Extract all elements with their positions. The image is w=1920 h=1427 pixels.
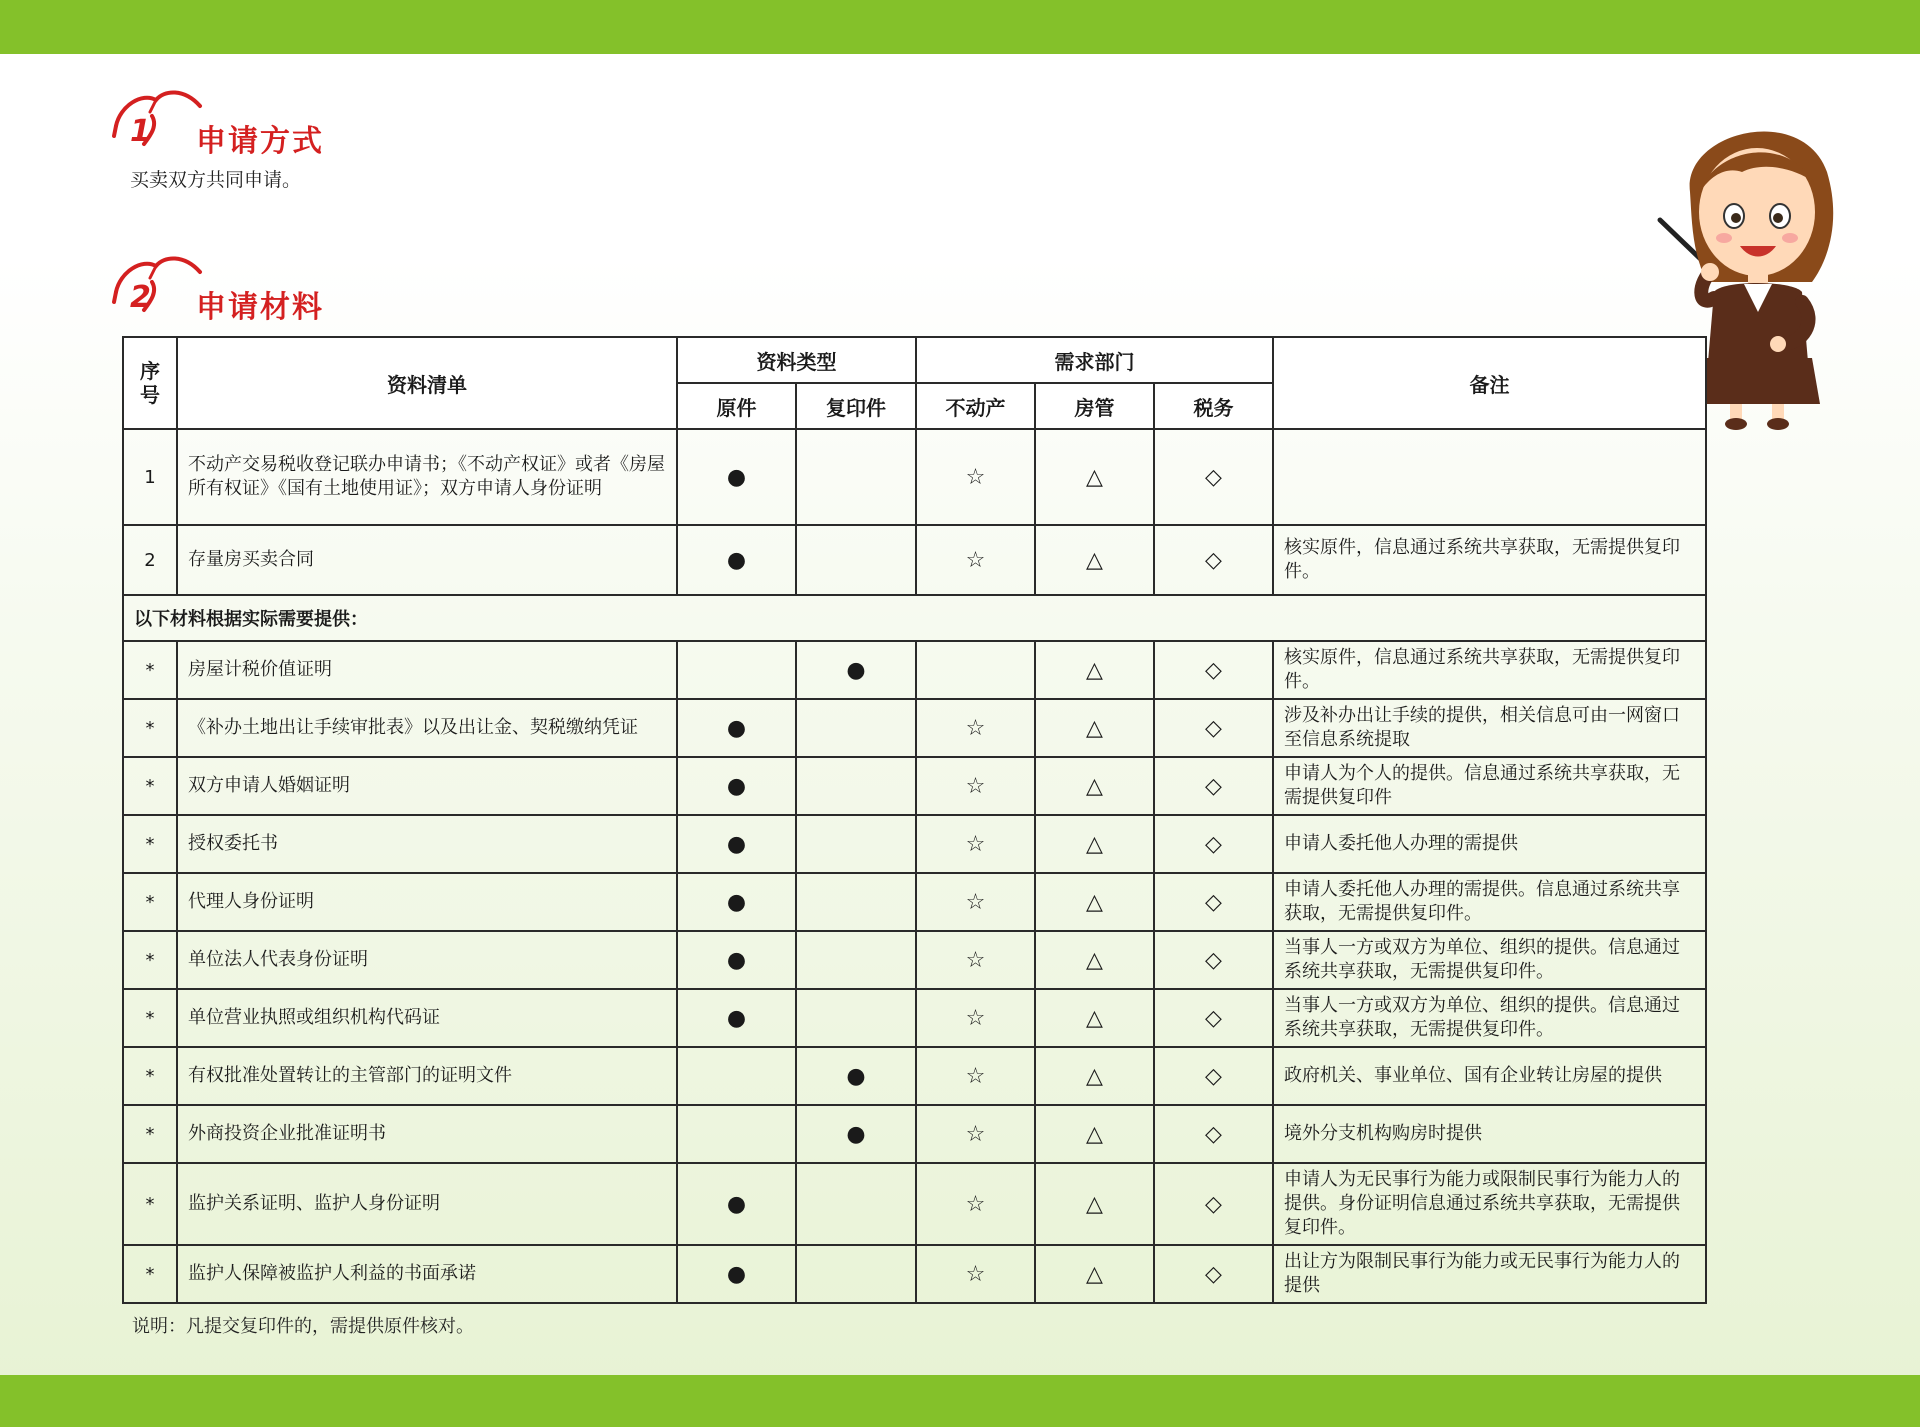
row-copy: ● [796, 641, 916, 699]
row-name: 存量房买卖合同 [177, 525, 677, 595]
notice-text: 以下材料根据实际需要提供： [123, 595, 1706, 641]
row-remark [1273, 429, 1706, 525]
row-tax: ◇ [1154, 873, 1273, 931]
row-original: ● [677, 1245, 796, 1303]
table-row [123, 931, 1706, 989]
section-1-title: 申请方式 [196, 124, 324, 159]
row-name: 不动产交易税收登记联办申请书；《不动产权证》或者《房屋所有权证》《国有土地使用证》；双方申请人身份证明 [177, 429, 677, 525]
row-name: 单位法人代表身份证明 [177, 931, 677, 989]
table-row [123, 1105, 1706, 1163]
row-tax: ◇ [1154, 525, 1273, 595]
row-tax: ◇ [1154, 641, 1273, 699]
row-housing: △ [1035, 1163, 1154, 1245]
row-original [677, 1047, 796, 1105]
row-realty: ☆ [916, 1047, 1035, 1105]
row-realty: ☆ [916, 989, 1035, 1047]
row-tax: ◇ [1154, 699, 1273, 757]
section-2-title: 申请材料 [196, 290, 324, 325]
row-remark: 申请人为个人的提供。信息通过系统共享获取，无需提供复印件 [1273, 757, 1706, 815]
row-housing: △ [1035, 641, 1154, 699]
table-row [123, 1163, 1706, 1245]
header-housing: 房管 [1035, 383, 1154, 429]
row-name: 《补办土地出让手续审批表》以及出让金、契税缴纳凭证 [177, 699, 677, 757]
row-tax: ◇ [1154, 1105, 1273, 1163]
bottom-green-band [0, 1375, 1920, 1427]
row-realty [916, 641, 1035, 699]
row-original [677, 1105, 796, 1163]
row-seq: * [123, 1163, 177, 1245]
row-remark: 申请人为无民事行为能力或限制民事行为能力人的提供。身份证明信息通过系统共享获取，无需提供复印件。 [1273, 1163, 1706, 1245]
row-original: ● [677, 525, 796, 595]
row-copy [796, 1245, 916, 1303]
table-row [123, 815, 1706, 873]
row-housing: △ [1035, 931, 1154, 989]
header-realty: 不动产 [916, 383, 1035, 429]
row-seq: 1 [123, 429, 177, 525]
row-tax: ◇ [1154, 815, 1273, 873]
section-2-number: 2 [130, 280, 151, 315]
row-seq: * [123, 1105, 177, 1163]
notice-row [123, 595, 1706, 641]
header-list: 资料清单 [177, 337, 677, 429]
row-tax: ◇ [1154, 757, 1273, 815]
table-row [123, 429, 1706, 525]
row-realty: ☆ [916, 757, 1035, 815]
row-tax: ◇ [1154, 429, 1273, 525]
row-name: 房屋计税价值证明 [177, 641, 677, 699]
row-housing: △ [1035, 699, 1154, 757]
row-copy [796, 525, 916, 595]
header-original: 原件 [677, 383, 796, 429]
row-copy [796, 429, 916, 525]
row-original: ● [677, 429, 796, 525]
row-copy [796, 989, 916, 1047]
header-remark: 备注 [1273, 337, 1706, 429]
row-copy [796, 757, 916, 815]
optional-rows [123, 641, 1706, 1303]
table-row [123, 525, 1706, 595]
row-housing: △ [1035, 429, 1154, 525]
row-remark: 核实原件，信息通过系统共享获取，无需提供复印件。 [1273, 641, 1706, 699]
row-seq: * [123, 873, 177, 931]
table-row [123, 641, 1706, 699]
row-remark: 当事人一方或双方为单位、组织的提供。信息通过系统共享获取，无需提供复印件。 [1273, 989, 1706, 1047]
row-name: 监护关系证明、监护人身份证明 [177, 1163, 677, 1245]
top-green-band [0, 0, 1920, 54]
row-remark: 核实原件，信息通过系统共享获取，无需提供复印件。 [1273, 525, 1706, 595]
row-housing: △ [1035, 989, 1154, 1047]
row-copy [796, 873, 916, 931]
row-copy: ● [796, 1047, 916, 1105]
row-original: ● [677, 873, 796, 931]
section-1-heading [112, 86, 372, 166]
table-row [123, 989, 1706, 1047]
row-remark: 政府机关、事业单位、国有企业转让房屋的提供 [1273, 1047, 1706, 1105]
header-type-group: 资料类型 [677, 337, 916, 383]
row-name: 代理人身份证明 [177, 873, 677, 931]
table-row [123, 757, 1706, 815]
row-remark: 出让方为限制民事行为能力或无民事行为能力人的提供 [1273, 1245, 1706, 1303]
header-seq: 序 号 [123, 337, 177, 429]
row-remark: 申请人委托他人办理的需提供。信息通过系统共享获取，无需提供复印件。 [1273, 873, 1706, 931]
row-original: ● [677, 989, 796, 1047]
row-name: 监护人保障被监护人利益的书面承诺 [177, 1245, 677, 1303]
row-realty: ☆ [916, 931, 1035, 989]
row-realty: ☆ [916, 1163, 1035, 1245]
row-realty: ☆ [916, 429, 1035, 525]
row-housing: △ [1035, 525, 1154, 595]
header-dept-group: 需求部门 [916, 337, 1273, 383]
row-remark: 涉及补办出让手续的提供，相关信息可由一网窗口至信息系统提取 [1273, 699, 1706, 757]
row-realty: ☆ [916, 525, 1035, 595]
row-tax: ◇ [1154, 1047, 1273, 1105]
row-copy [796, 699, 916, 757]
table-row [123, 699, 1706, 757]
row-name: 有权批准处置转让的主管部门的证明文件 [177, 1047, 677, 1105]
row-realty: ☆ [916, 815, 1035, 873]
table-row [123, 873, 1706, 931]
section-2-heading [112, 252, 372, 332]
row-tax: ◇ [1154, 931, 1273, 989]
row-name: 双方申请人婚姻证明 [177, 757, 677, 815]
row-name: 外商投资企业批准证明书 [177, 1105, 677, 1163]
row-original [677, 641, 796, 699]
row-tax: ◇ [1154, 1163, 1273, 1245]
footnote: 说明：凡提交复印件的，需提供原件核对。 [132, 1316, 474, 1337]
row-original: ● [677, 815, 796, 873]
row-remark: 境外分支机构购房时提供 [1273, 1105, 1706, 1163]
header-tax: 税务 [1154, 383, 1273, 429]
row-seq: * [123, 989, 177, 1047]
table-row [123, 1245, 1706, 1303]
row-name: 授权委托书 [177, 815, 677, 873]
row-seq: * [123, 1245, 177, 1303]
row-original: ● [677, 757, 796, 815]
row-housing: △ [1035, 815, 1154, 873]
row-original: ● [677, 1163, 796, 1245]
row-housing: △ [1035, 757, 1154, 815]
row-copy [796, 815, 916, 873]
row-remark: 申请人委托他人办理的需提供 [1273, 815, 1706, 873]
row-realty: ☆ [916, 1245, 1035, 1303]
row-original: ● [677, 931, 796, 989]
row-seq: * [123, 641, 177, 699]
section-1-number: 1 [130, 114, 151, 149]
row-copy [796, 931, 916, 989]
row-housing: △ [1035, 1047, 1154, 1105]
row-copy: ● [796, 1105, 916, 1163]
row-seq: * [123, 757, 177, 815]
header-copy: 复印件 [796, 383, 916, 429]
row-seq: * [123, 931, 177, 989]
row-realty: ☆ [916, 699, 1035, 757]
row-seq: * [123, 815, 177, 873]
row-seq: * [123, 699, 177, 757]
row-seq: 2 [123, 525, 177, 595]
row-original: ● [677, 699, 796, 757]
row-housing: △ [1035, 1245, 1154, 1303]
row-housing: △ [1035, 1105, 1154, 1163]
row-seq: * [123, 1047, 177, 1105]
row-realty: ☆ [916, 873, 1035, 931]
row-name: 单位营业执照或组织机构代码证 [177, 989, 677, 1047]
materials-table [122, 336, 1707, 1304]
row-tax: ◇ [1154, 1245, 1273, 1303]
row-copy [796, 1163, 916, 1245]
row-realty: ☆ [916, 1105, 1035, 1163]
table-row [123, 1047, 1706, 1105]
row-tax: ◇ [1154, 989, 1273, 1047]
row-housing: △ [1035, 873, 1154, 931]
row-remark: 当事人一方或双方为单位、组织的提供。信息通过系统共享获取，无需提供复印件。 [1273, 931, 1706, 989]
section-1-text: 买卖双方共同申请。 [130, 169, 302, 191]
